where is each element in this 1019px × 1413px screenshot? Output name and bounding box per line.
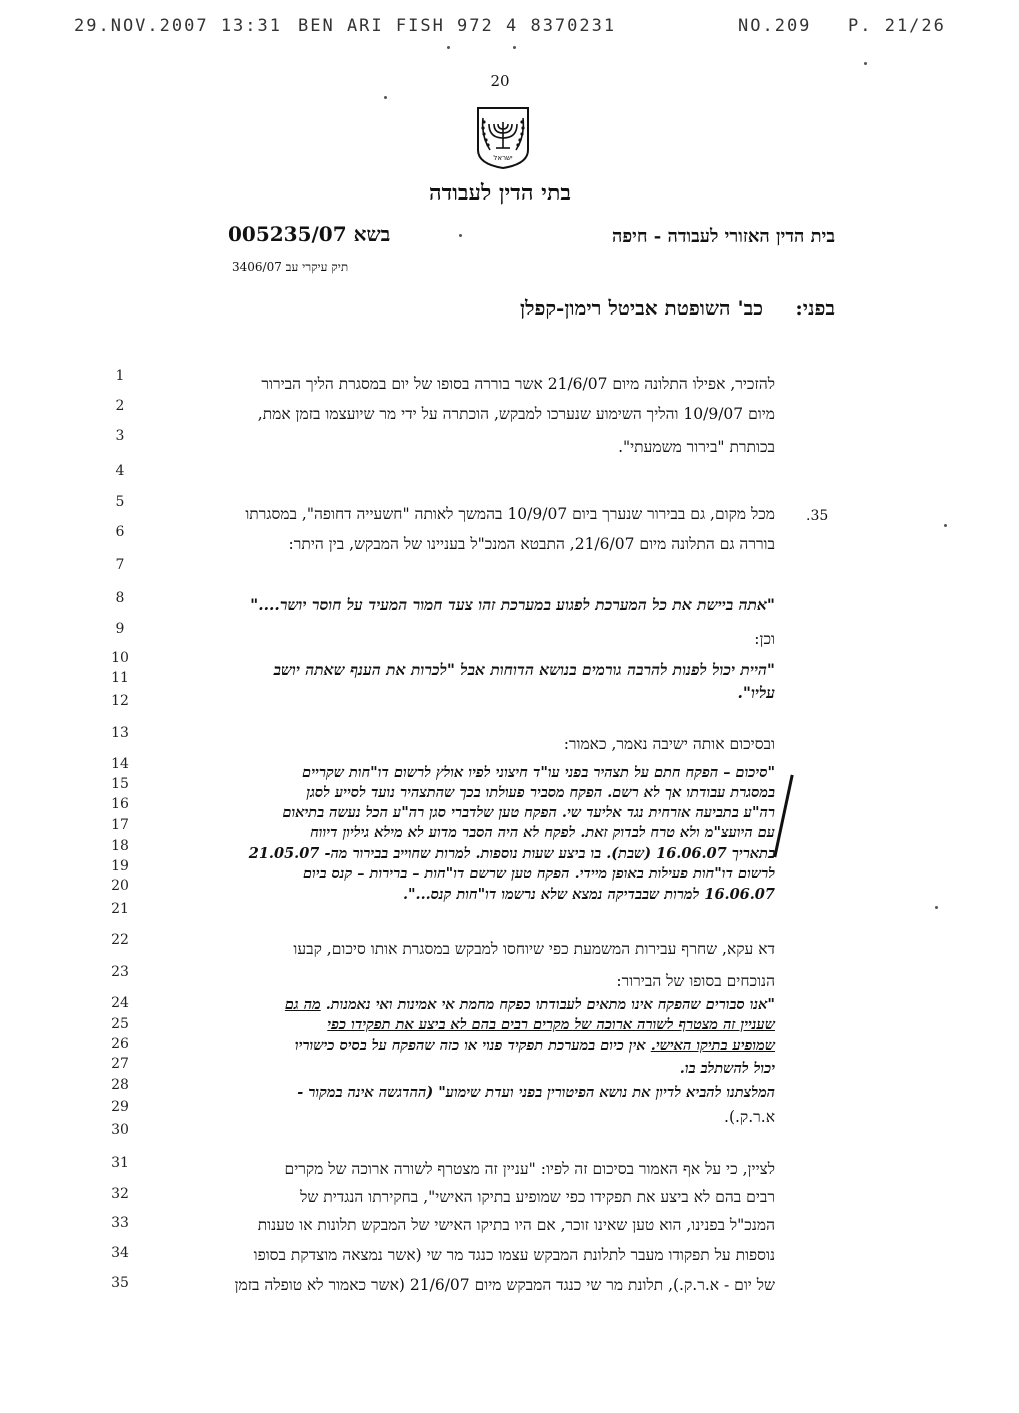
line-number: 32: [111, 1186, 129, 1202]
line-number: 33: [111, 1215, 129, 1231]
scan-speck: [944, 524, 947, 527]
text-line-9: וכן:: [754, 630, 775, 648]
text-line-28: המלצתנו להביא לדיון את נושא הפיטורין בפני ועדת שימוע" (ההדגשה אינה במקור -: [297, 1084, 775, 1101]
text-line-29: א.ר.ק.).: [724, 1108, 775, 1126]
line-number: 31: [111, 1155, 129, 1171]
text-line-32: רבים בהם לא ביצע את תפקידו כפי שמופיע בתיקו האישי", בחקירתו הנגדית של: [300, 1188, 775, 1206]
scan-speck: [447, 46, 450, 49]
line-number: 1: [115, 368, 125, 384]
line-number: 16: [111, 796, 129, 812]
emblem-caption: ישראל: [493, 154, 513, 162]
text-line-2: מיום 10/9/07 והליך השימוע שנערכו למבקש, הוכתרה על ידי מר שיועצמו בזמן אמת,: [257, 405, 775, 423]
text-line-27: יכול להשתלב בו.: [679, 1060, 775, 1077]
line-number: 30: [111, 1122, 129, 1138]
state-emblem-icon: [474, 104, 532, 170]
line-number: 20: [111, 878, 129, 894]
page-number: 20: [490, 72, 510, 90]
text-line-23: הנוכחים בסופו של הבירור:: [616, 972, 775, 990]
line-number: 24: [111, 995, 129, 1011]
text-line-15: במסגרת עבודתו אך לא רשם. הפקח מסביר פעולתו בכך שהתצהיר נועד לסייע לסגן: [306, 784, 775, 801]
line-number: 25: [111, 1016, 129, 1032]
judge-name: כב' השופטת אביטל רימון-קפלן: [520, 296, 763, 320]
text-line-25-underlined: שעניין זה מצטרף לשורה ארוכה של מקרים רבים בהם לא ביצע את תפקידו כפי: [327, 1016, 775, 1033]
line-number: 18: [111, 838, 129, 854]
fax-sender: BEN ARI FISH 972 4 8370231: [298, 16, 617, 36]
line-number: 12: [111, 693, 129, 709]
line-number: 27: [111, 1056, 129, 1072]
main-file-number: תיק עיקרי עב 3406/07: [232, 260, 349, 274]
text-line-33: המנכ"ל בפנינו, הוא טען שאינו זוכר, אם היו בתיקו האישי של המבקש תלונות או טענות: [257, 1216, 775, 1234]
line-number: 8: [115, 590, 125, 606]
line-number: 26: [111, 1036, 129, 1052]
line-number: 3: [115, 428, 125, 444]
line-number: 2: [115, 398, 125, 414]
line-number: 9: [115, 621, 125, 637]
line-number: 10: [111, 650, 129, 666]
scan-speck: [864, 62, 867, 65]
text-line-19: לרשום דו"חות פעילות באופן מיידי. הפקח טען שרשם דו"חות – ברירות – קנס ביום: [302, 865, 775, 882]
line-number: 28: [111, 1077, 129, 1093]
line-number: 34: [111, 1245, 129, 1261]
text-line-35: של יום - א.ר.ק.), תלונת מר שי כנגד המבקש מיום 21/6/07 (אשר כאמור לא טופלה בזמן: [234, 1276, 775, 1294]
line-number: 35: [111, 1275, 129, 1291]
text-line-31: לציין, כי על אף האמור בסיכום זה לפיו: "עניין זה מצטרף לשורה ארוכה של מקרים: [284, 1160, 775, 1178]
text-line-34: נוספות על תפקודו מעבר לתלונת המבקש עצמו כנגד מר שי (אשר נמצאה מוצדקת בסופו: [253, 1246, 775, 1264]
paragraph-number: .35: [806, 508, 829, 524]
text-line-5: מכל מקום, גם בבירור שנערך ביום 10/9/07 בהמשך לאותה "חשעייה דחופה", במסגרתו: [245, 505, 775, 523]
text-line-11: עליו".: [737, 683, 775, 702]
regional-court: בית הדין האזורי לעבודה - חיפה: [611, 226, 835, 247]
text-line-10: "היית יכול לפנות להרבה גורמים בנושא הדוחות אבל "לכרות את הענף שאתה יושב: [273, 660, 775, 679]
text-line-1: להזכיר, אפילו התלונה מיום 21/6/07 אשר בוררה בסופו של יום במסגרת הליך הבירור: [261, 375, 775, 393]
fax-number: NO.209: [738, 16, 812, 36]
judge-prefix: בפני:: [795, 296, 835, 320]
text-line-17: עם היועצ"מ ולא טרח לבדוק זאת. לפקח לא היה הסבר מדוע לא מילא גיליון דיווח: [310, 824, 775, 841]
scan-speck: [513, 46, 516, 49]
text-line-20: 16.06.07 למרות שבבדיקה נמצא שלא נרשמו דו"חות קנס...".: [402, 886, 775, 903]
scan-speck: [459, 234, 462, 237]
text-line-18: בתאריך 16.06.07 (שבת). בו ביצע שעות נוספות. למרות שחוייב בבירור מה- 21.05.07: [248, 845, 775, 862]
text-line-24-plain: "אנו סבורים שהפקח אינו מתאים לעבודתו כפקח מחמת אי אמינות ואי נאמנות.: [320, 996, 775, 1013]
line-number: 11: [111, 670, 129, 686]
scan-speck: [384, 96, 387, 99]
text-line-26: [295, 1037, 775, 1055]
text-line-14: "סיכום – הפקח חתם על תצהיר בפני עו"ד חיצוני לפיו אולץ לרשום דו"חות שקריים: [302, 764, 775, 781]
line-number: 14: [111, 756, 129, 772]
text-line-3: בכותרת "בירור משמעתי".: [618, 438, 775, 456]
fax-page: P. 21/26: [848, 16, 946, 36]
line-number: 4: [115, 463, 125, 479]
text-line-16: רה"ע בתביעה אזרחית נגד אליעד שי. הפקח טען שלדברי סגן רה"ע הכל נעשה בתיאום: [282, 804, 775, 821]
line-number: 19: [111, 858, 129, 874]
line-number: 21: [111, 901, 129, 917]
line-number: 22: [111, 932, 129, 948]
line-number: 13: [111, 725, 129, 741]
text-line-8: "אתה ביישת את כל המערכת לפגוע במערכת זהו צעד חמור המעיד על חוסר יושר....": [250, 595, 775, 614]
text-line-24: [285, 996, 775, 1014]
line-number: 23: [111, 964, 129, 980]
fax-date: 29.NOV.2007 13:31: [74, 16, 282, 36]
line-number: 15: [111, 776, 129, 792]
text-line-22: דא עקא, שחרף עבירות המשמעת כפי שיוחסו למבקש במסגרת אותו סיכום, קבעו: [293, 940, 775, 958]
text-line-24-underlined: מה גם: [284, 996, 321, 1013]
line-number: 7: [115, 557, 125, 573]
text-line-26-underlined: שמופיע בתיקו האישי.: [650, 1037, 775, 1054]
line-number: 17: [111, 817, 129, 833]
line-number: 5: [115, 494, 125, 510]
text-line-26-plain: אין כיום במערכת תפקיד פנוי או כזה שהפקח על בסיס כישוריו: [294, 1037, 651, 1054]
text-line-13: ובסיכום אותה ישיבה נאמר, כאמור:: [563, 735, 775, 753]
scan-speck: [935, 906, 938, 909]
text-line-25: [327, 1016, 775, 1034]
margin-mark: [773, 775, 793, 858]
fax-header: [0, 16, 1019, 40]
case-number: בשא 005235/07: [228, 222, 391, 246]
line-number: 6: [115, 524, 125, 540]
line-number: 29: [111, 1099, 129, 1115]
text-line-6: בוררה גם התלונה מיום 21/6/07, התבטא המנכ"ל בעניינו של המבקש, בין היתר:: [288, 535, 775, 553]
court-system-title: בתי הדין לעבודה: [429, 180, 571, 206]
